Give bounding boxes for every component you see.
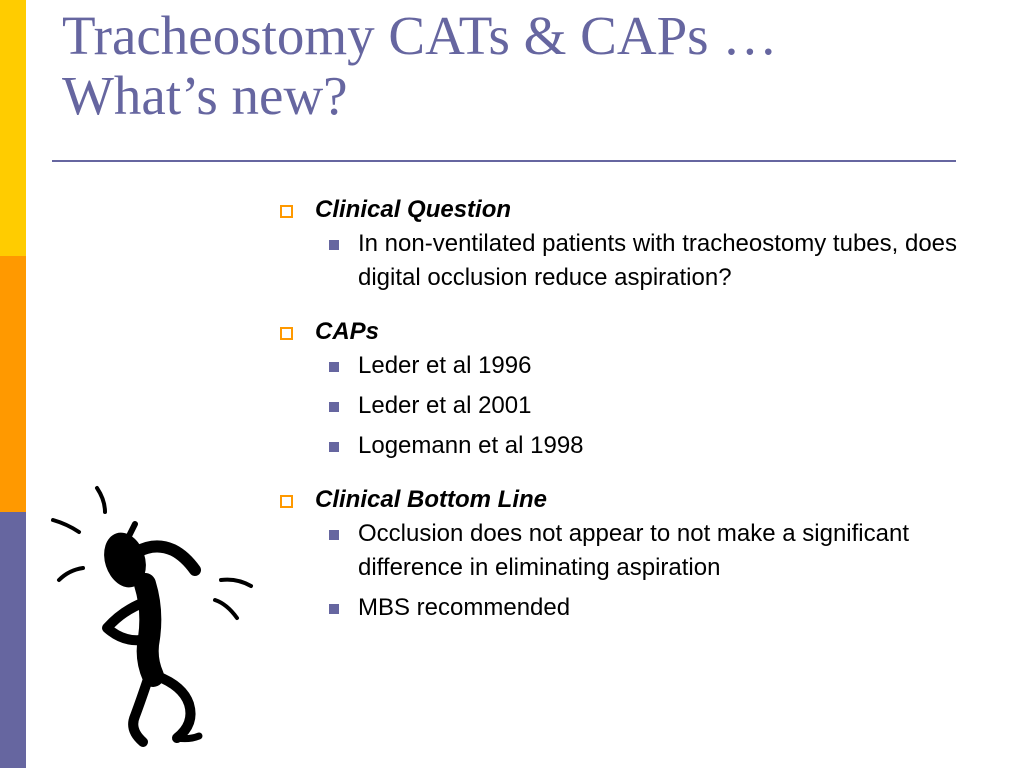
section-heading-text: Clinical Bottom Line bbox=[315, 486, 548, 513]
section-clinical-question bbox=[276, 193, 996, 295]
filled-square-bullet-icon bbox=[329, 402, 339, 412]
list-item bbox=[276, 429, 996, 463]
confused-stick-figure-icon bbox=[45, 480, 270, 750]
slide-title bbox=[62, 6, 962, 126]
list-item bbox=[276, 591, 996, 625]
list-item-text: Leder et al 2001 bbox=[358, 392, 532, 419]
section-heading bbox=[276, 315, 996, 349]
sub-list bbox=[276, 227, 996, 295]
list-item-text: Logemann et al 1998 bbox=[358, 432, 584, 459]
list-item-text: Occlusion does not appear to not make a significant difference in eliminating aspiration bbox=[358, 520, 909, 581]
section-heading bbox=[276, 193, 996, 227]
section-clinical-bottom-line bbox=[276, 483, 996, 625]
section-heading-text: Clinical Question bbox=[315, 196, 512, 223]
list-item bbox=[276, 517, 996, 585]
list-item-text: In non-ventilated patients with tracheostomy tubes, does digital occlusion reduce aspiration? bbox=[358, 230, 958, 291]
list-item bbox=[276, 349, 996, 383]
hollow-square-bullet-icon bbox=[280, 495, 293, 508]
sub-list bbox=[276, 349, 996, 463]
section-heading bbox=[276, 483, 996, 517]
section-heading-text: CAPs bbox=[315, 318, 380, 345]
title-line-1: Tracheostomy CATs & CAPs … bbox=[62, 5, 778, 66]
hollow-square-bullet-icon bbox=[280, 327, 293, 340]
filled-square-bullet-icon bbox=[329, 362, 339, 372]
accent-bar-purple bbox=[0, 512, 26, 768]
bullet-content bbox=[276, 193, 996, 645]
filled-square-bullet-icon bbox=[329, 530, 339, 540]
list-item bbox=[276, 227, 996, 295]
list-item bbox=[276, 389, 996, 423]
filled-square-bullet-icon bbox=[329, 240, 339, 250]
list-item-text: Leder et al 1996 bbox=[358, 352, 532, 379]
filled-square-bullet-icon bbox=[329, 604, 339, 614]
filled-square-bullet-icon bbox=[329, 442, 339, 452]
accent-bar-orange bbox=[0, 256, 26, 512]
title-line-2: What’s new? bbox=[62, 65, 348, 126]
list-item-text: MBS recommended bbox=[358, 594, 571, 621]
section-caps bbox=[276, 315, 996, 463]
title-divider bbox=[52, 160, 956, 162]
sub-list bbox=[276, 517, 996, 625]
hollow-square-bullet-icon bbox=[280, 205, 293, 218]
accent-bar-yellow bbox=[0, 0, 26, 256]
